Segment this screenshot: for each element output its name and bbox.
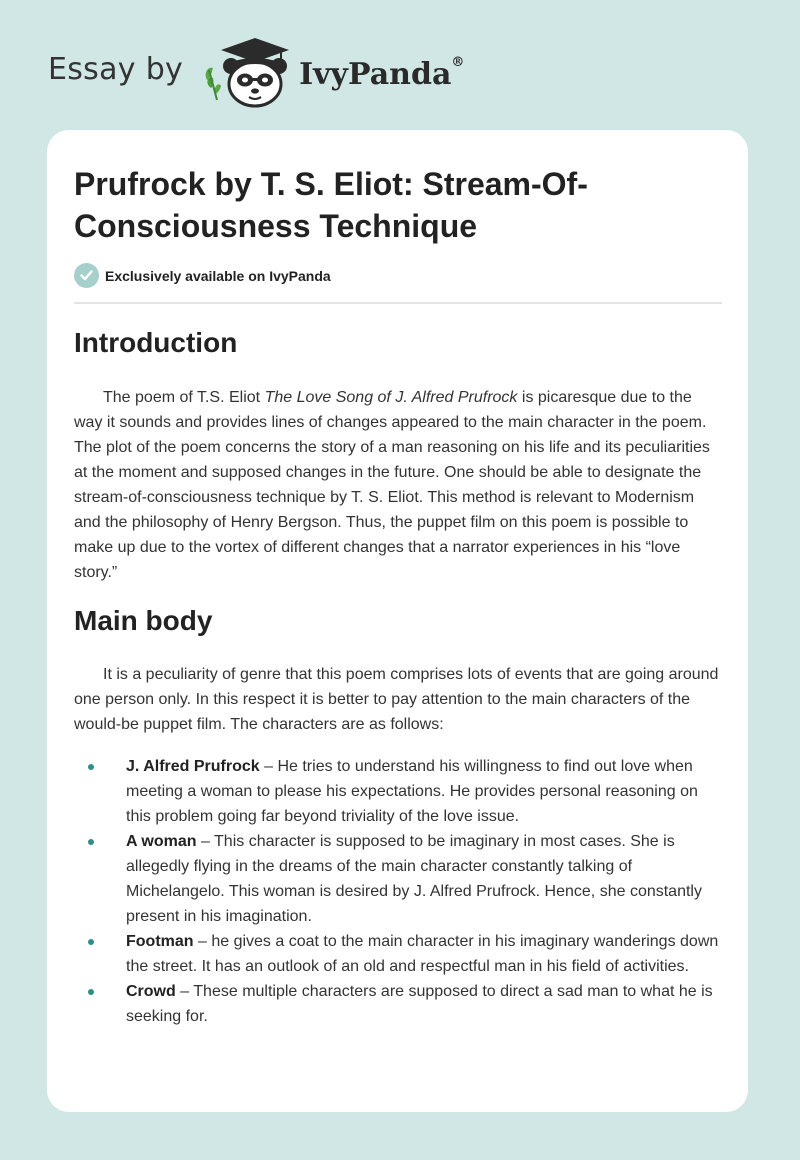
exclusive-badge	[74, 263, 331, 288]
character-description: – he gives a coat to the main character in his imaginary wanderings down the street. It has an outlook of an old and respectful man in his field of activities.	[126, 933, 719, 975]
character-description: – These multiple characters are supposed to direct a sad man to what he is seeking for.	[126, 983, 713, 1025]
main-body-paragraph: It is a peculiarity of genre that this poem comprises lots of events that are going around one person only. In this respect it is better to pay attention to the main characters of the would-be puppet film. The characters are as follows:	[74, 666, 719, 733]
registered-mark: ®	[451, 54, 465, 70]
section-heading-introduction: Introduction	[74, 327, 238, 358]
list-item	[74, 929, 722, 979]
brand-name: IvyPanda®	[299, 54, 465, 92]
list-item	[74, 754, 722, 829]
essay-card	[47, 130, 748, 1112]
title-divider	[74, 302, 722, 304]
character-name: Footman	[126, 933, 194, 950]
character-name: J. Alfred Prufrock	[126, 758, 260, 775]
graduation-cap-panda-logo-icon[interactable]	[201, 36, 295, 110]
character-name: Crowd	[126, 983, 176, 1000]
check-circle-icon	[74, 263, 99, 288]
list-item	[74, 829, 722, 929]
character-name: A woman	[126, 833, 197, 850]
brand-prefix: Essay by	[48, 51, 184, 87]
bullet-dot	[88, 839, 94, 845]
bullet-dot	[88, 989, 94, 995]
characters-list	[74, 754, 722, 1029]
exclusive-badge-label: Exclusively available on IvyPanda	[105, 267, 331, 284]
list-item	[74, 979, 722, 1029]
introduction-paragraph: The poem of T.S. Eliot The Love Song of J. Alfred Prufrock is picaresque due to the way it sounds and provides lines of changes appeared to the main character in the poem. The plot of the poem concerns the story of a man reasoning on his life and its peculiarities at the moment and supposed changes in the future. One should be able to designate the stream-of-consciousness technique by T. S. Eliot. This method is relevant to Modernism and the philosophy of Henry Bergson. Thus, the puppet film on this poem is possible to make up due to the vortex of different changes that a narrator experiences in his “love story.”	[74, 389, 710, 581]
bullet-dot	[88, 939, 94, 945]
section-heading-main-body: Main body	[74, 605, 213, 636]
poem-title: The Love Song of J. Alfred Prufrock	[264, 389, 518, 406]
brand-header	[48, 36, 464, 110]
bullet-dot	[88, 764, 94, 770]
page-title: Prufrock by T. S. Eliot: Stream-Of-Consciousness Technique	[74, 166, 588, 244]
character-description: – This character is supposed to be imaginary in most cases. She is allegedly flying in the dreams of the main character constantly talking of Michelangelo. This woman is desired by J. Alfred Prufrock. Hence, she constantly present in his imagination.	[126, 833, 702, 925]
character-description: – He tries to understand his willingness to find out love when meeting a woman to please his expectations. He provides personal reasoning on this problem going far beyond triviality of the love issue.	[126, 758, 698, 825]
